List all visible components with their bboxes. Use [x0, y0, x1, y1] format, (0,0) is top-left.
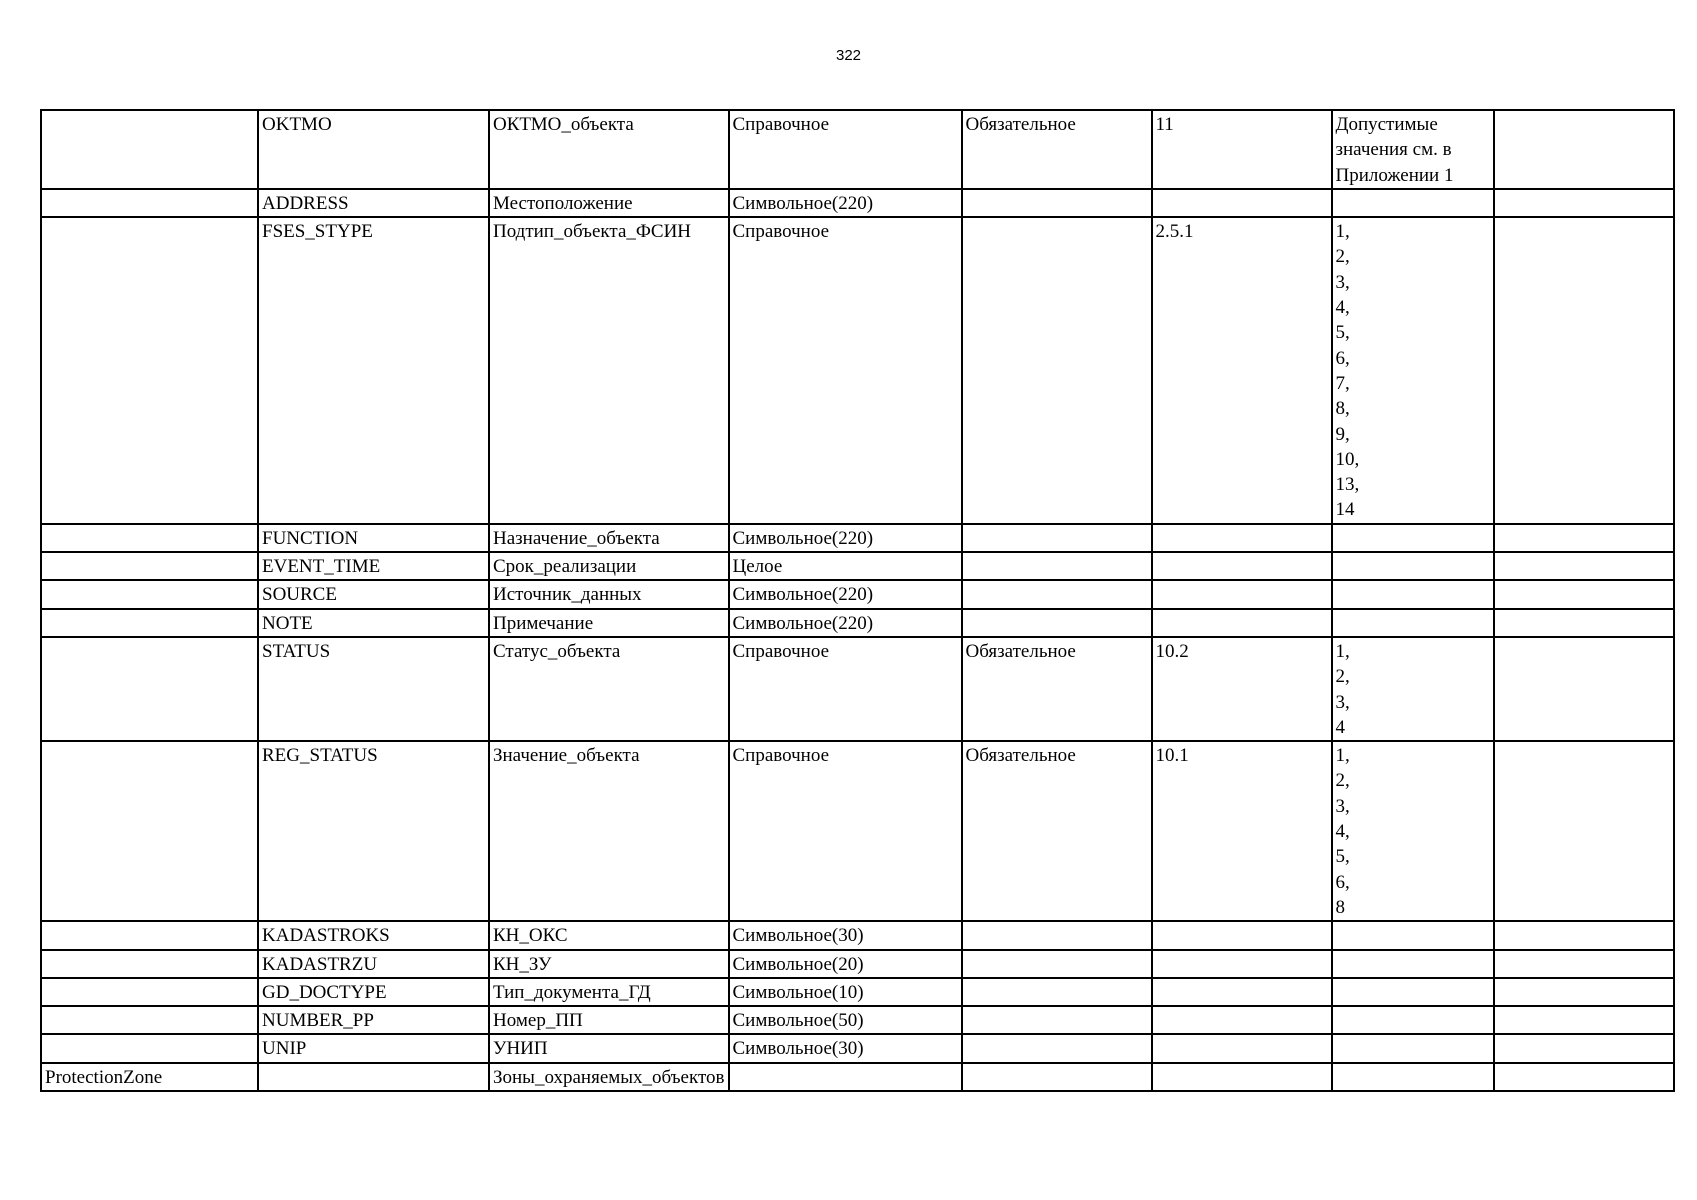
cell-classifier-code	[1152, 609, 1332, 637]
cell-attribute-name: Значение_объекта	[489, 741, 729, 921]
cell-allowed-values	[1332, 609, 1494, 637]
cell-classifier-code	[1152, 189, 1332, 217]
cell-attribute-name: КН_ОКС	[489, 921, 729, 949]
cell-requirement	[962, 580, 1152, 608]
cell-attribute-name: Зоны_охраняемых_объектов	[489, 1063, 729, 1091]
cell-classifier-code	[1152, 552, 1332, 580]
allowed-value: 3,	[1335, 691, 1350, 713]
allowed-value: 4,	[1335, 821, 1350, 843]
cell-data-type: Справочное	[729, 637, 962, 741]
cell-class-name	[41, 110, 258, 189]
cell-requirement	[962, 1034, 1152, 1062]
cell-attribute-name: Назначение_объекта	[489, 524, 729, 552]
cell-note	[1494, 580, 1674, 608]
cell-attribute-code: GD_DOCTYPE	[258, 978, 489, 1006]
cell-attribute-name: Местоположение	[489, 189, 729, 217]
allowed-value: 3,	[1335, 271, 1350, 293]
cell-allowed-values	[1332, 110, 1494, 189]
cell-allowed-values	[1332, 921, 1494, 949]
allowed-value: 13,	[1335, 474, 1360, 496]
allowed-value: 2,	[1335, 246, 1350, 268]
cell-allowed-values	[1332, 524, 1494, 552]
cell-requirement	[962, 189, 1152, 217]
cell-data-type: Символьное(50)	[729, 1006, 962, 1034]
cell-attribute-name: Примечание	[489, 609, 729, 637]
cell-requirement: Обязательное	[962, 110, 1152, 189]
cell-allowed-values	[1332, 580, 1494, 608]
allowed-value: 2,	[1335, 770, 1350, 792]
cell-class-name	[41, 921, 258, 949]
table-row	[41, 580, 1674, 608]
cell-class-name	[41, 189, 258, 217]
cell-attribute-code: ADDRESS	[258, 189, 489, 217]
cell-note	[1494, 1063, 1674, 1091]
cell-data-type: Символьное(220)	[729, 189, 962, 217]
cell-classifier-code	[1152, 1006, 1332, 1034]
attribute-table	[40, 109, 1675, 1092]
cell-requirement: Обязательное	[962, 637, 1152, 741]
allowed-value: 8,	[1335, 398, 1350, 420]
allowed-value: 10,	[1335, 448, 1360, 470]
cell-classifier-code: 2.5.1	[1152, 217, 1332, 524]
cell-allowed-values	[1332, 552, 1494, 580]
cell-classifier-code	[1152, 950, 1332, 978]
cell-requirement	[962, 217, 1152, 524]
cell-classifier-code	[1152, 978, 1332, 1006]
cell-note	[1494, 978, 1674, 1006]
cell-allowed-values	[1332, 1063, 1494, 1091]
allowed-value: 4	[1335, 716, 1345, 738]
cell-requirement	[962, 950, 1152, 978]
cell-classifier-code	[1152, 580, 1332, 608]
cell-class-name	[41, 1006, 258, 1034]
table-row	[41, 609, 1674, 637]
cell-classifier-code	[1152, 1063, 1332, 1091]
cell-class-name	[41, 609, 258, 637]
allowed-value: Допустимые значения см. в Приложении 1	[1335, 114, 1454, 186]
cell-attribute-name: УНИП	[489, 1034, 729, 1062]
cell-data-type: Символьное(220)	[729, 524, 962, 552]
cell-class-name	[41, 978, 258, 1006]
cell-attribute-name: Тип_документа_ГД	[489, 978, 729, 1006]
cell-attribute-name: Номер_ПП	[489, 1006, 729, 1034]
table-row	[41, 524, 1674, 552]
cell-note	[1494, 189, 1674, 217]
cell-attribute-code: EVENT_TIME	[258, 552, 489, 580]
cell-requirement	[962, 552, 1152, 580]
table-row	[41, 950, 1674, 978]
cell-allowed-values	[1332, 978, 1494, 1006]
cell-requirement	[962, 524, 1152, 552]
cell-attribute-code: UNIP	[258, 1034, 489, 1062]
cell-note	[1494, 524, 1674, 552]
allowed-value: 3,	[1335, 795, 1350, 817]
cell-attribute-code: OKTMO	[258, 110, 489, 189]
allowed-value: 4,	[1335, 297, 1350, 319]
cell-class-name	[41, 741, 258, 921]
cell-requirement	[962, 1006, 1152, 1034]
cell-allowed-values	[1332, 741, 1494, 921]
allowed-value: 6,	[1335, 347, 1350, 369]
cell-classifier-code: 10.2	[1152, 637, 1332, 741]
cell-note	[1494, 609, 1674, 637]
cell-attribute-name: Срок_реализации	[489, 552, 729, 580]
cell-attribute-code: FSES_STYPE	[258, 217, 489, 524]
table-row	[41, 1006, 1674, 1034]
cell-note	[1494, 741, 1674, 921]
cell-data-type: Символьное(30)	[729, 1034, 962, 1062]
cell-attribute-name: КН_ЗУ	[489, 950, 729, 978]
allowed-value: 6,	[1335, 871, 1350, 893]
cell-data-type: Символьное(220)	[729, 609, 962, 637]
table-body	[41, 110, 1674, 1091]
cell-requirement	[962, 609, 1152, 637]
allowed-value: 1,	[1335, 745, 1350, 767]
allowed-value: 7,	[1335, 372, 1350, 394]
table-row	[41, 1034, 1674, 1062]
allowed-value: 14	[1335, 499, 1355, 521]
allowed-value: 5,	[1335, 846, 1350, 868]
cell-attribute-code: KADASTROKS	[258, 921, 489, 949]
table-row	[41, 741, 1674, 921]
cell-class-name: ProtectionZone	[41, 1063, 258, 1091]
table-row	[41, 1063, 1674, 1091]
cell-note	[1494, 217, 1674, 524]
cell-data-type: Справочное	[729, 741, 962, 921]
cell-allowed-values	[1332, 950, 1494, 978]
allowed-value: 8	[1335, 896, 1345, 918]
cell-note	[1494, 110, 1674, 189]
cell-classifier-code: 10.1	[1152, 741, 1332, 921]
cell-attribute-name: Подтип_объекта_ФСИН	[489, 217, 729, 524]
cell-data-type: Справочное	[729, 110, 962, 189]
page-number: 322	[835, 47, 862, 64]
cell-note	[1494, 950, 1674, 978]
cell-class-name	[41, 580, 258, 608]
table-row	[41, 217, 1674, 524]
cell-attribute-name: Источник_данных	[489, 580, 729, 608]
cell-class-name	[41, 524, 258, 552]
cell-class-name	[41, 950, 258, 978]
cell-note	[1494, 921, 1674, 949]
table-row	[41, 637, 1674, 741]
cell-classifier-code	[1152, 921, 1332, 949]
cell-attribute-code	[258, 1063, 489, 1091]
cell-note	[1494, 1034, 1674, 1062]
cell-data-type: Символьное(220)	[729, 580, 962, 608]
cell-classifier-code: 11	[1152, 110, 1332, 189]
cell-attribute-code: SOURCE	[258, 580, 489, 608]
cell-class-name	[41, 217, 258, 524]
cell-allowed-values	[1332, 189, 1494, 217]
cell-note	[1494, 1006, 1674, 1034]
table-row	[41, 110, 1674, 189]
cell-attribute-code: REG_STATUS	[258, 741, 489, 921]
cell-allowed-values	[1332, 1006, 1494, 1034]
cell-class-name	[41, 552, 258, 580]
cell-classifier-code	[1152, 524, 1332, 552]
allowed-value: 1,	[1335, 221, 1350, 243]
cell-allowed-values	[1332, 217, 1494, 524]
cell-attribute-code: FUNCTION	[258, 524, 489, 552]
cell-attribute-name: ОКТМО_объекта	[489, 110, 729, 189]
cell-note	[1494, 552, 1674, 580]
table-row	[41, 978, 1674, 1006]
cell-attribute-code: NUMBER_PP	[258, 1006, 489, 1034]
table-row	[41, 552, 1674, 580]
table-row	[41, 189, 1674, 217]
cell-requirement	[962, 1063, 1152, 1091]
cell-requirement: Обязательное	[962, 741, 1152, 921]
cell-attribute-code: STATUS	[258, 637, 489, 741]
allowed-value: 5,	[1335, 322, 1350, 344]
cell-data-type	[729, 1063, 962, 1091]
cell-classifier-code	[1152, 1034, 1332, 1062]
cell-attribute-code: KADASTRZU	[258, 950, 489, 978]
allowed-value: 2,	[1335, 666, 1350, 688]
cell-data-type: Символьное(30)	[729, 921, 962, 949]
table-row	[41, 921, 1674, 949]
cell-data-type: Целое	[729, 552, 962, 580]
cell-data-type: Символьное(20)	[729, 950, 962, 978]
cell-class-name	[41, 1034, 258, 1062]
cell-data-type: Справочное	[729, 217, 962, 524]
cell-attribute-name: Статус_объекта	[489, 637, 729, 741]
cell-allowed-values	[1332, 637, 1494, 741]
allowed-value: 1,	[1335, 640, 1350, 662]
cell-note	[1494, 637, 1674, 741]
allowed-value: 9,	[1335, 423, 1350, 445]
cell-requirement	[962, 978, 1152, 1006]
cell-attribute-code: NOTE	[258, 609, 489, 637]
cell-requirement	[962, 921, 1152, 949]
cell-data-type: Символьное(10)	[729, 978, 962, 1006]
cell-class-name	[41, 637, 258, 741]
cell-allowed-values	[1332, 1034, 1494, 1062]
